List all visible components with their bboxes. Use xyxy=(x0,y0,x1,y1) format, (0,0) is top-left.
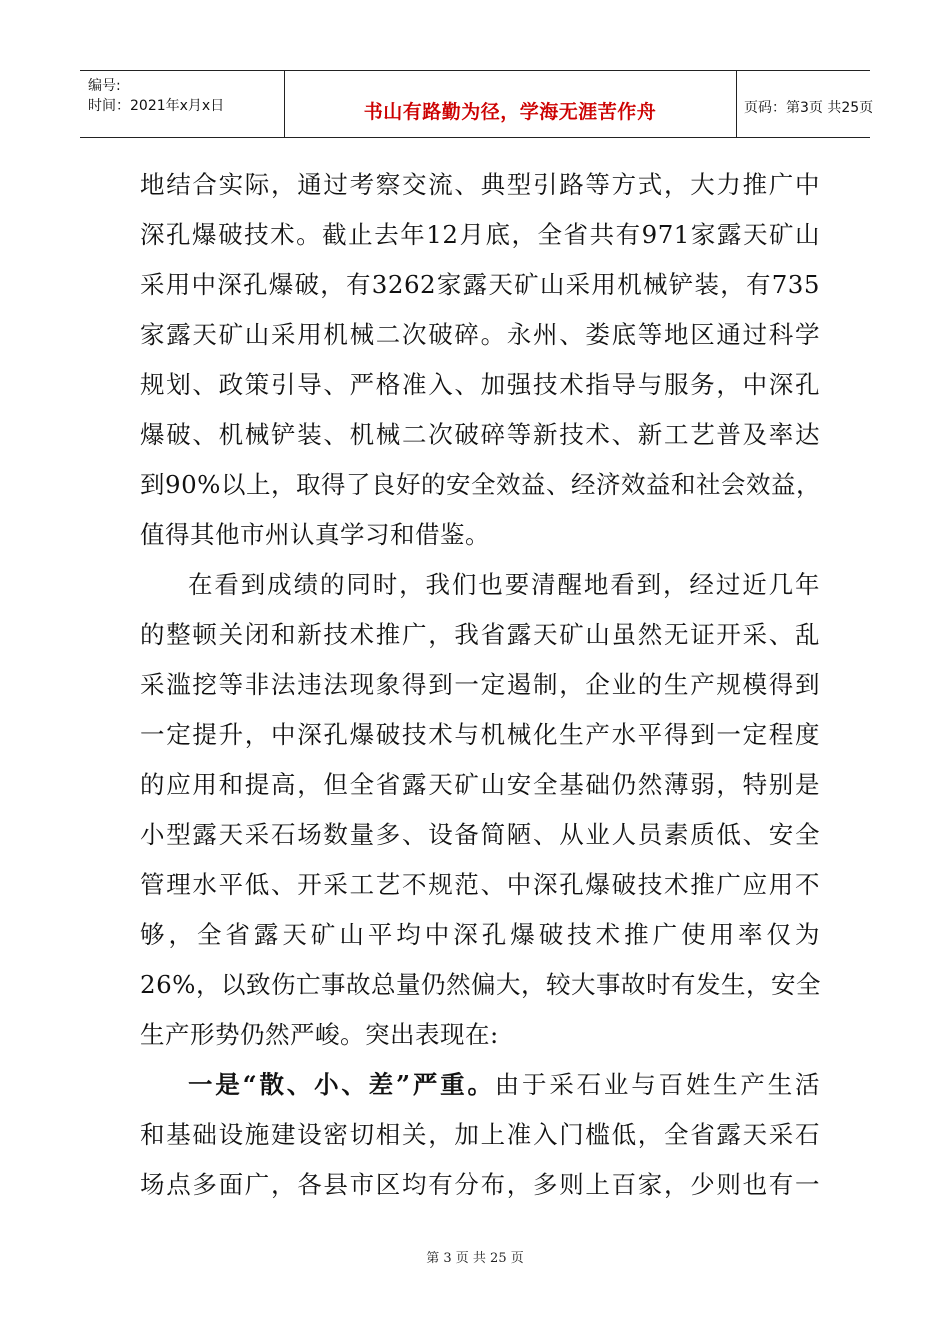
text-line: 的整顿关闭和新技术推广，我省露天矿山虽然无证开采、乱 xyxy=(140,620,820,649)
text-line: 和基础设施建设密切相关，加上准入门槛低，全省露天采石 xyxy=(140,1120,820,1149)
page-footer: 第 3 页 共 25 页 xyxy=(426,1251,524,1266)
text-line: 深孔爆破技术。截止去年12月底，全省共有971家露天矿山 xyxy=(140,220,820,249)
page-header xyxy=(80,70,874,138)
text-line xyxy=(140,1060,820,1110)
text-line: 管理水平低、开采工艺不规范、中深孔爆破技术推广应用不 xyxy=(140,870,820,899)
text-line: 到90%以上，取得了良好的安全效益、经济效益和社会效益， xyxy=(140,470,821,499)
text-line: 值得其他市州认真学习和借鉴。 xyxy=(140,520,490,549)
text-line: 家露天矿山采用机械二次破碎。永州、娄底等地区通过科学 xyxy=(140,320,820,349)
document-date: 时间：2021年x月x日 xyxy=(88,98,225,114)
paragraph-2 xyxy=(140,560,820,1060)
text-line: 采滥挖等非法违法现象得到一定遏制，企业的生产规模得到 xyxy=(140,670,820,699)
header-motto-cell xyxy=(284,71,737,137)
header-page-info: 页码：第3页 共25页 xyxy=(744,100,874,116)
text-line: 够，全省露天矿山平均中深孔爆破技术推广使用率仅为 xyxy=(140,920,820,949)
text-line: 爆破、机械铲装、机械二次破碎等新技术、新工艺普及率达 xyxy=(140,420,820,449)
header-motto: 书山有路勤为径，学海无涯苦作舟 xyxy=(363,101,657,123)
text-run: 由于采石业与百姓生产生活 xyxy=(494,1070,821,1099)
header-page-cell xyxy=(736,71,874,137)
text-line: 在看到成绩的同时，我们也要清醒地看到，经过近几年 xyxy=(188,570,820,599)
section-heading: 一是“散、小、差”严重。 xyxy=(188,1070,495,1099)
document-body xyxy=(140,160,820,1210)
text-line: 26%，以致伤亡事故总量仍然偏大，较大事故时有发生，安全 xyxy=(140,970,821,999)
text-line: 生产形势仍然严峻。突出表现在: xyxy=(140,1020,499,1049)
text-line: 的应用和提高，但全省露天矿山安全基础仍然薄弱，特别是 xyxy=(140,770,820,799)
text-line: 场点多面广，各县市区均有分布，多则上百家，少则也有一 xyxy=(140,1170,820,1199)
text-line: 地结合实际，通过考察交流、典型引路等方式，大力推广中 xyxy=(140,170,820,199)
text-line: 采用中深孔爆破，有3262家露天矿山采用机械铲装，有735 xyxy=(140,270,820,299)
text-line: 一定提升，中深孔爆破技术与机械化生产水平得到一定程度 xyxy=(140,720,820,749)
text-line: 规划、政策引导、严格准入、加强技术指导与服务，中深孔 xyxy=(140,370,820,399)
document-number-label: 编号: xyxy=(88,78,121,94)
paragraph-1 xyxy=(140,160,820,560)
header-meta-cell xyxy=(80,71,285,137)
text-line: 小型露天采石场数量多、设备简陋、从业人员素质低、安全 xyxy=(140,820,820,849)
paragraph-3 xyxy=(140,1060,820,1210)
